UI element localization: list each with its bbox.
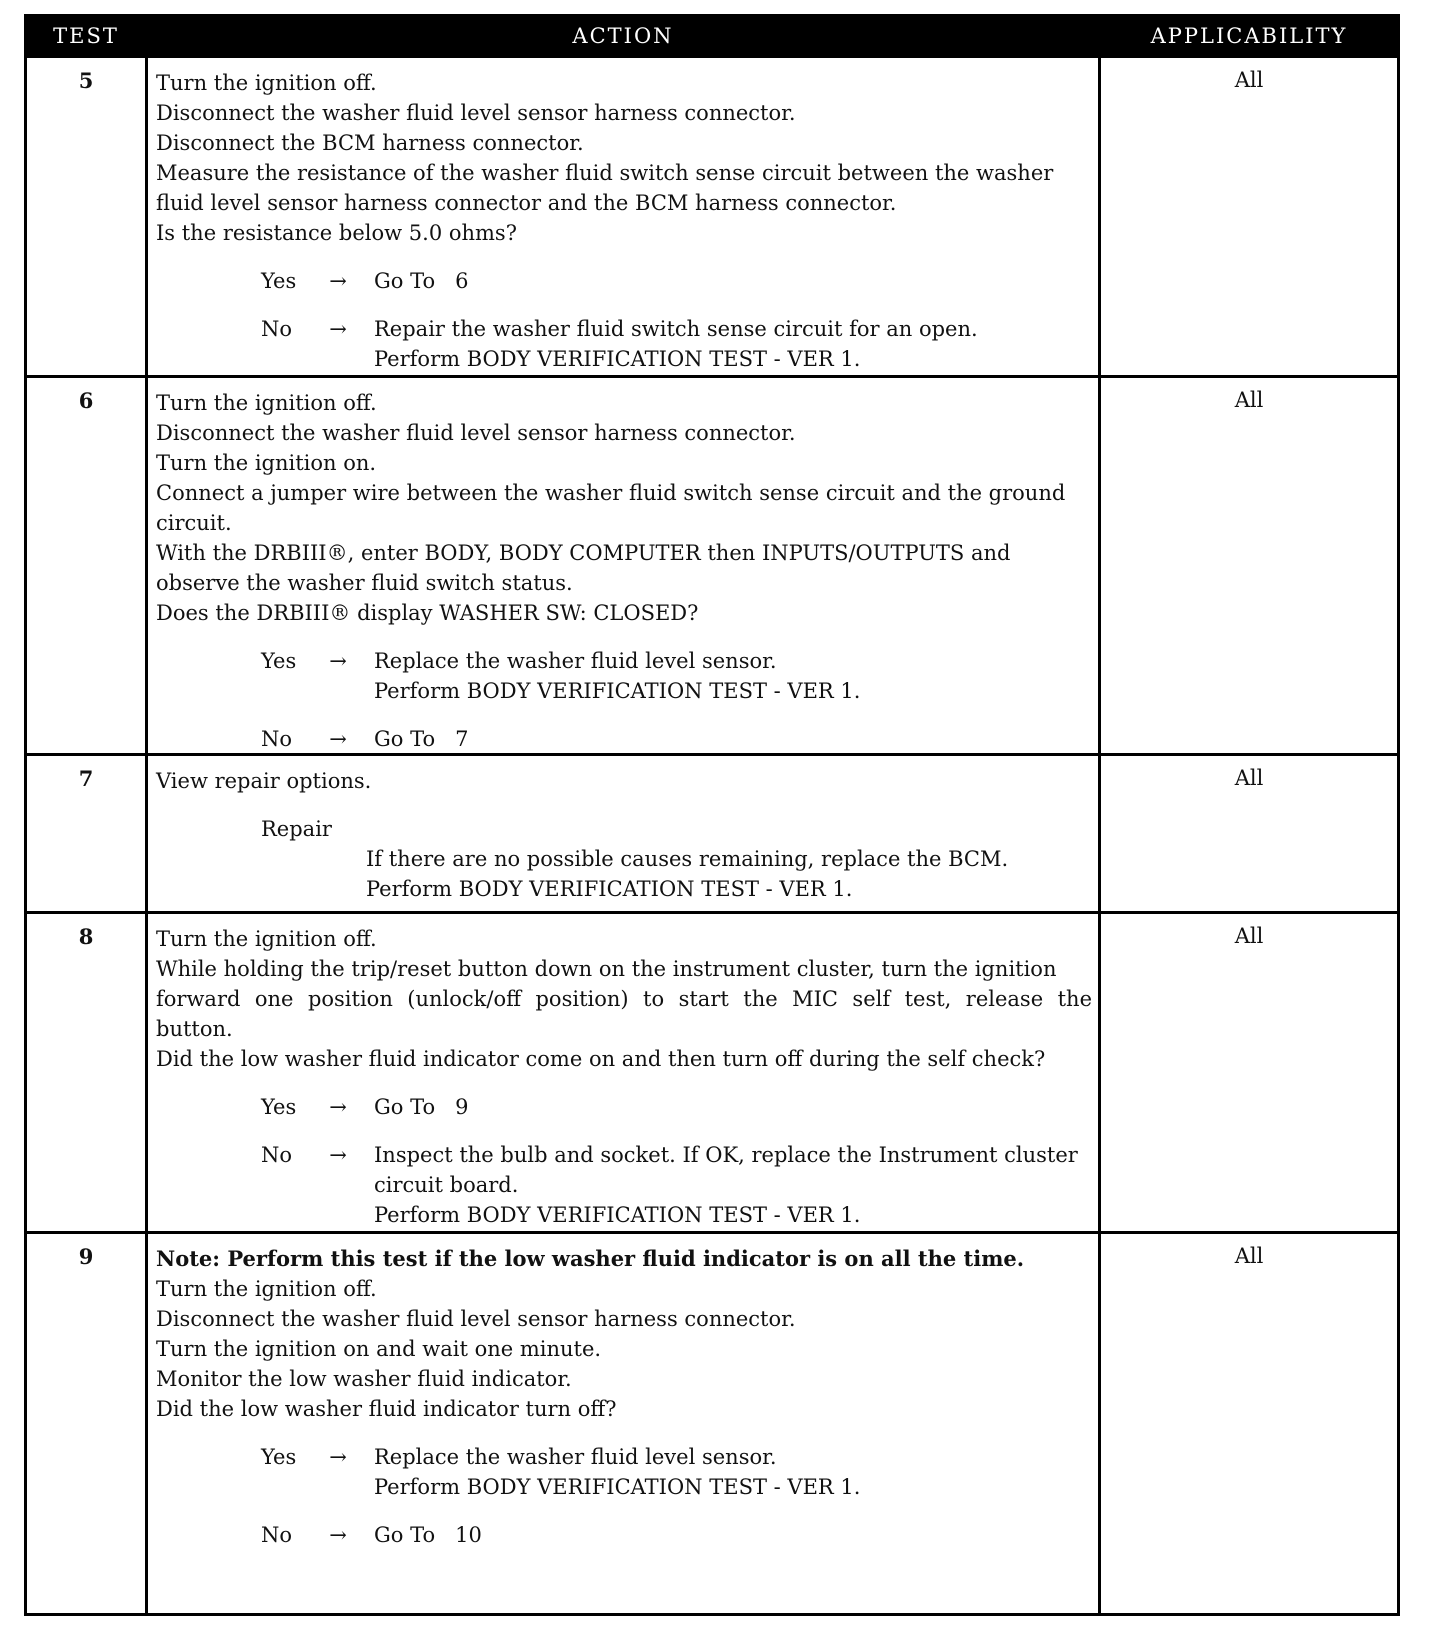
yes-label: Yes [261,649,297,673]
test-number: 5 [78,68,94,93]
header-action: ACTION [572,24,674,48]
action-line: Disconnect the BCM harness connector. [156,131,584,155]
yes-branch [261,1092,1092,1122]
action-line: View repair options. [156,769,372,793]
arrow-icon: → [329,727,347,751]
branch-result: Replace the washer fluid level sensor. [374,649,777,673]
branch-result: Go To 10 [374,1523,482,1547]
action-line: Does the DRBIII® display WASHER SW: CLOSED? [156,601,699,625]
header-applicability: APPLICABILITY [1150,24,1348,48]
test-number: 8 [78,924,94,949]
action-line: Turn the ignition off. [156,71,377,95]
header-test: TEST [53,24,119,48]
branch-result: Inspect the bulb and socket. If OK, replace the Instrument cluster [374,1143,1078,1167]
arrow-icon: → [329,269,347,293]
table-header [27,17,1397,55]
diagnostic-table [24,14,1400,1616]
action-line: Disconnect the washer fluid level sensor harness connector. [156,1307,796,1331]
table-row-test-7 [27,753,1397,911]
branch-result: Perform BODY VERIFICATION TEST - VER 1. [374,1203,861,1227]
action-line: Turn the ignition on and wait one minute. [156,1337,602,1361]
no-branch [261,1140,1092,1230]
yes-branch [261,646,1092,706]
branch-result: Go To 6 [374,269,469,293]
yes-label: Yes [261,1445,297,1469]
action-line: Disconnect the washer fluid level sensor harness connector. [156,101,796,125]
action-cell [145,914,1101,1231]
arrow-icon: → [329,1523,347,1547]
action-line: Turn the ignition off. [156,391,377,415]
action-line: Is the resistance below 5.0 ohms? [156,221,517,245]
branch-result: Perform BODY VERIFICATION TEST - VER 1. [374,679,861,703]
action-line: Monitor the low washer fluid indicator. [156,1367,572,1391]
action-line: button. [156,1017,233,1041]
action-line: With the DRBIII®, enter BODY, BODY COMPUTER then INPUTS/OUTPUTS and [156,541,1011,565]
repair-result: Perform BODY VERIFICATION TEST - VER 1. [366,877,853,901]
action-line: Did the low washer fluid indicator come on and then turn off during the self check? [156,1047,1046,1071]
action-cell [145,1234,1101,1613]
arrow-icon: → [329,1445,347,1469]
yes-branch [261,1442,1092,1502]
table-row-test-5 [27,55,1397,375]
no-branch [261,1520,1092,1550]
action-line: Measure the resistance of the washer fluid switch sense circuit between the washer [156,161,1054,185]
table-row-test-6 [27,375,1397,753]
action-line: Disconnect the washer fluid level sensor harness connector. [156,421,796,445]
branch-result: Perform BODY VERIFICATION TEST - VER 1. [374,347,861,371]
note-line: Note: Perform this test if the low washer fluid indicator is on all the time. [156,1246,1025,1271]
action-line: Turn the ignition off. [156,1277,377,1301]
branch-result: Go To 7 [374,727,469,751]
branch-result: Go To 9 [374,1095,469,1119]
table-row-test-9 [27,1231,1397,1613]
repair-label: Repair [261,817,332,841]
test-number: 6 [78,388,94,413]
branch-result: circuit board. [374,1173,519,1197]
arrow-icon: → [329,317,347,341]
action-line: Turn the ignition on. [156,451,377,475]
action-line: observe the washer fluid switch status. [156,571,573,595]
arrow-icon: → [329,1143,347,1167]
yes-branch [261,266,1092,296]
action-cell [145,58,1101,375]
action-line: forward one position (unlock/off position) to start the MIC self test, release the [156,987,1092,1011]
action-line: Turn the ignition off. [156,927,377,951]
no-label: No [261,1523,293,1547]
applicability-value: All [1234,924,1264,948]
repair-result: If there are no possible causes remaining, replace the BCM. [366,847,1009,871]
applicability-value: All [1234,1244,1264,1268]
action-line: Connect a jumper wire between the washer fluid switch sense circuit and the ground [156,481,1066,505]
action-cell [145,756,1101,911]
yes-label: Yes [261,1095,297,1119]
action-line: While holding the trip/reset button down on the instrument cluster, turn the ignition [156,957,1057,981]
action-line: fluid level sensor harness connector and the BCM harness connector. [156,191,897,215]
applicability-value: All [1234,388,1264,412]
arrow-icon: → [329,649,347,673]
arrow-icon: → [329,1095,347,1119]
test-number: 7 [78,766,94,791]
no-branch [261,314,1092,374]
no-label: No [261,727,293,751]
action-line: circuit. [156,511,232,535]
no-branch [261,724,1092,754]
branch-result: Repair the washer fluid switch sense circuit for an open. [374,317,978,341]
no-label: No [261,317,293,341]
branch-result: Replace the washer fluid level sensor. [374,1445,777,1469]
test-number: 9 [78,1244,94,1269]
applicability-value: All [1234,68,1264,92]
action-cell [145,378,1101,753]
branch-result: Perform BODY VERIFICATION TEST - VER 1. [374,1475,861,1499]
action-line: Did the low washer fluid indicator turn off? [156,1397,617,1421]
table-row-test-8 [27,911,1397,1231]
applicability-value: All [1234,766,1264,790]
no-label: No [261,1143,293,1167]
yes-label: Yes [261,269,297,293]
